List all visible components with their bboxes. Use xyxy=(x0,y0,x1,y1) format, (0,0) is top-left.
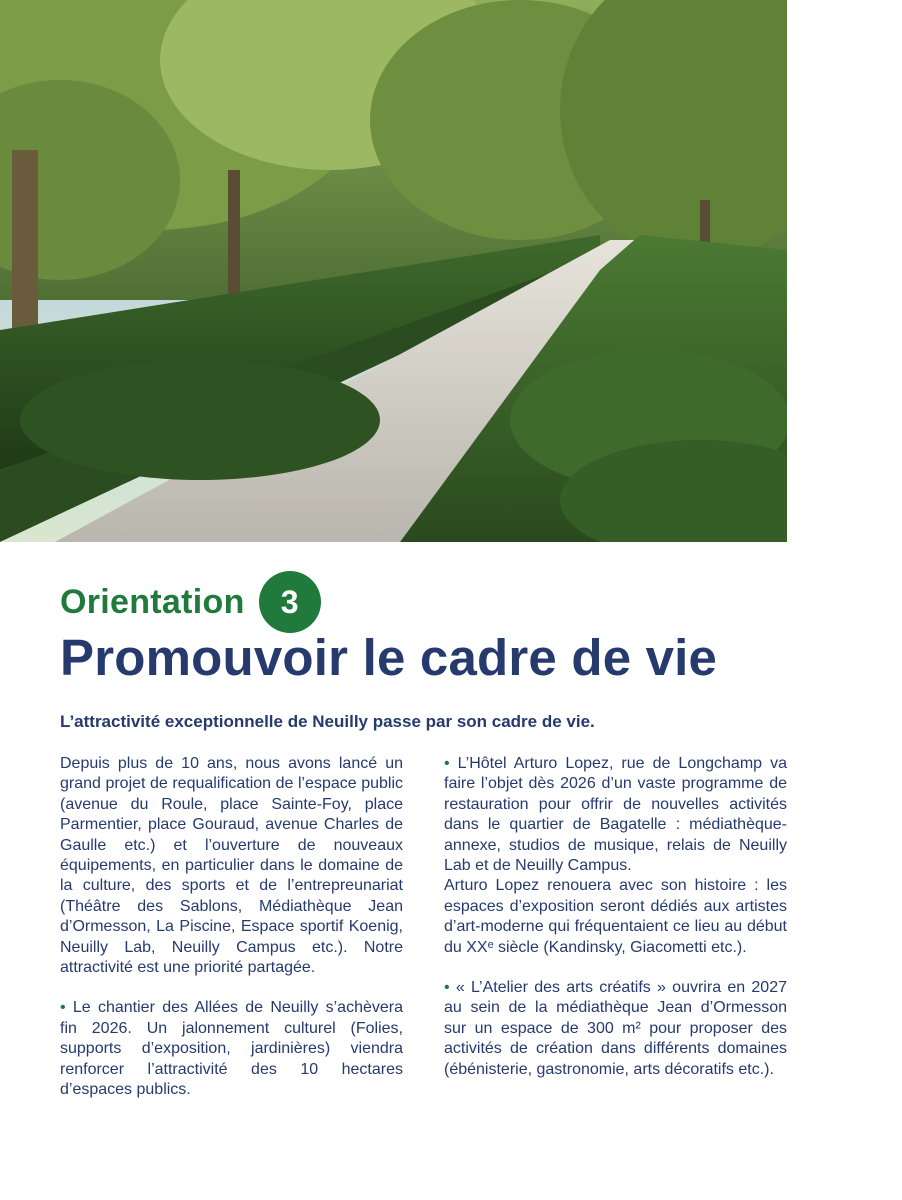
orientation-number-badge: 3 xyxy=(259,571,321,633)
bullet-symbol: • xyxy=(444,979,450,997)
lead-text: L’attractivité exceptionnelle de Neuilly passe par son cadre de vie. xyxy=(60,712,595,731)
left-column xyxy=(60,754,403,1101)
bullet-text: Le chantier des Allées de Neuilly s’achèvera fin 2026. Un jalonnement culturel (Folies, supports d’exposition, jardinières) viendra renforcer l’attractivité des 10 hectares d’espaces publics. xyxy=(60,999,403,1099)
bullet-item-arturo-lopez xyxy=(444,754,787,876)
orientation-label: Orientation xyxy=(60,582,245,621)
bullet-item-allees xyxy=(60,998,403,1100)
bullet-text: L’Hôtel Arturo Lopez, rue de Longchamp va faire l’objet dès 2026 d’un vaste programme de restauration pour offrir de nouvelles activités dans le quartier de Bagatelle : médiathèque-annexe, studios de musique, relais de Neuilly Lab et de Neuilly Campus. xyxy=(444,755,787,875)
bullet-text: « L’Atelier des arts créatifs » ouvrira en 2027 au sein de la médiathèque Jean d’Ormesson sur un espace de 300 m² pour proposer des activités de création dans différents domaines (ébénisterie, gastronomie, arts décoratifs etc.). xyxy=(444,979,787,1078)
tree-lined-path-illustration xyxy=(0,0,787,542)
bullet-symbol: • xyxy=(60,999,66,1017)
bullet-item-atelier xyxy=(444,978,787,1080)
intro-paragraph: Depuis plus de 10 ans, nous avons lancé un grand projet de requalification de l’espace public (avenue du Roule, place Sainte-Foy, place Parmentier, place Gouraud, avenue Charles de Gaulle etc.) et l’ouverture de nouveaux équipements, en particulier dans le domaine de la culture, des sports et de l’entrepreunariat (Théâtre des Sablons, Médiathèque Jean d’Ormesson, La Piscine, Espace sportif Koenig, Neuilly Lab, Neuilly Campus etc.). Notre attractivité est une priorité partagée. xyxy=(60,755,403,977)
arturo-lopez-paragraph: Arturo Lopez renouera avec son histoire : les espaces d’exposition seront dédiés aux artistes d’art-moderne qui fréquentaient ce lieu au début du XXᵉ siècle (Kandinsky, Giacometti etc.). xyxy=(444,877,787,956)
bullet-symbol: • xyxy=(444,755,450,772)
page-title: Promouvoir le cadre de vie xyxy=(60,629,718,686)
orientation-heading xyxy=(60,570,321,634)
right-column xyxy=(444,754,787,1080)
tree-lined-path-photo xyxy=(0,0,787,542)
